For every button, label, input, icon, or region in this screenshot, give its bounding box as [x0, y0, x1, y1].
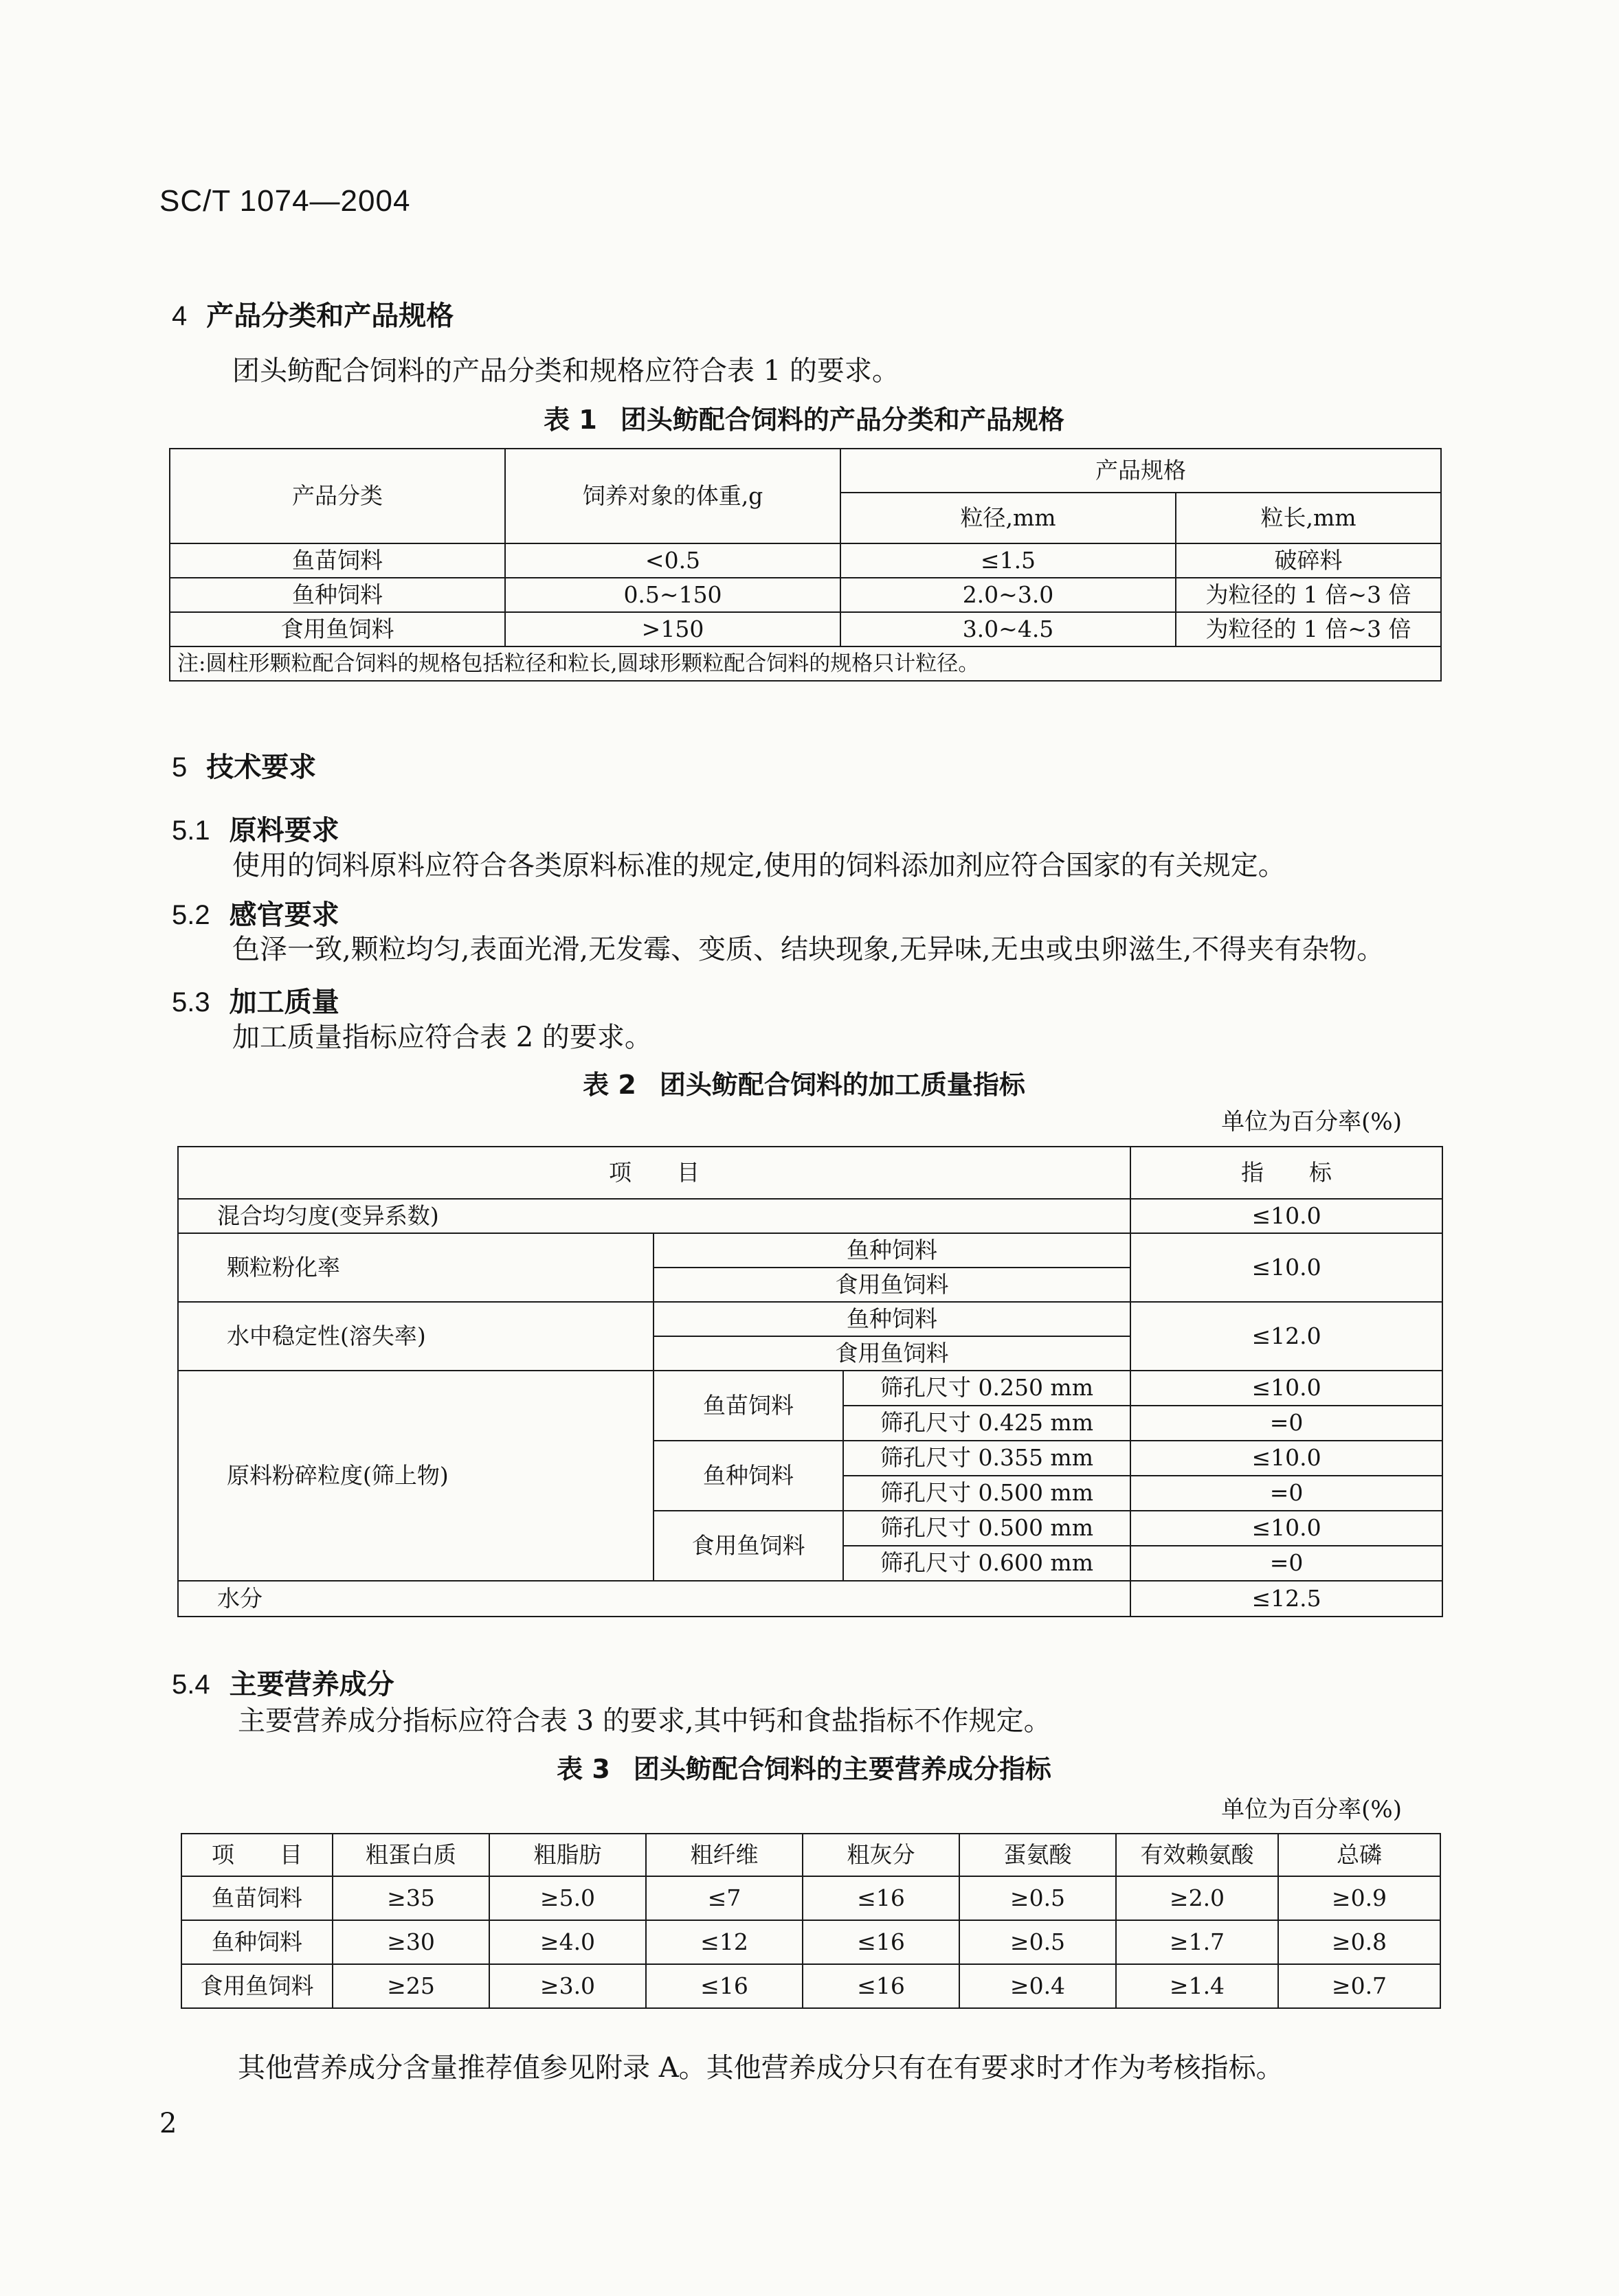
cell-length: 为粒径的 1 倍~3 倍 [1176, 578, 1441, 612]
section-5-2-heading [172, 893, 339, 932]
table-2 [177, 1146, 1443, 1617]
closing-paragraph: 其他营养成分含量推荐值参见附录 A。其他营养成分只有在有要求时才作为考核指标。 [238, 2052, 1284, 2084]
cell: ≤7 [646, 1876, 803, 1920]
cell-group: 鱼苗饲料 [654, 1371, 843, 1441]
cell-group: 鱼种饲料 [654, 1441, 843, 1511]
table-header-row [181, 1834, 1440, 1876]
cell-length: 为粒径的 1 倍~3 倍 [1176, 612, 1441, 646]
table-1 [169, 448, 1442, 682]
table-row [170, 543, 1441, 578]
caption-title: 团头鲂配合饲料的加工质量指标 [659, 1070, 1025, 1100]
header-cell: 粗纤维 [646, 1834, 803, 1876]
table-row [178, 1302, 1442, 1336]
table-row [181, 1964, 1440, 2008]
section-5-1-heading [172, 809, 339, 848]
section-title: 主要营养成分 [229, 1669, 394, 1700]
section-5-2-paragraph: 色泽一致,颗粒均匀,表面光滑,无发霉、变质、结块现象,无异味,无虫或虫卵滋生,不得夹有杂物。 [232, 934, 1385, 965]
cell: 鱼苗饲料 [181, 1876, 333, 1920]
header-item: 项 目 [178, 1147, 1130, 1199]
section-number: 5.2 [172, 900, 210, 930]
section-5-3-heading [172, 980, 339, 1020]
cell: ≥0.4 [959, 1964, 1116, 2008]
section-number: 5 [172, 752, 188, 783]
caption-number: 表 2 [583, 1070, 636, 1100]
cell: ≤16 [803, 1876, 959, 1920]
section-5-1-paragraph: 使用的饲料原料应符合各类原料标准的规定,使用的饲料添加剂应符合国家的有关规定。 [232, 850, 1286, 881]
header-spec: 产品规格 [840, 449, 1441, 493]
cell-label: 颗粒粉化率 [178, 1233, 654, 1302]
cell-weight: 0.5~150 [505, 578, 840, 612]
cell-value: ≤10.0 [1130, 1371, 1442, 1406]
section-number: 5.1 [172, 815, 210, 846]
section-5-4-paragraph: 主要营养成分指标应符合表 3 的要求,其中钙和食盐指标不作规定。 [238, 1705, 1051, 1737]
cell: ≥4.0 [489, 1920, 646, 1964]
cell: ≥0.9 [1278, 1876, 1440, 1920]
section-number: 4 [172, 301, 188, 331]
section-number: 5.4 [172, 1669, 210, 1700]
cell-sub: 食用鱼饲料 [654, 1336, 1130, 1371]
cell-length: 破碎料 [1176, 543, 1441, 578]
cell-weight: <0.5 [505, 543, 840, 578]
header-cell: 项 目 [181, 1834, 333, 1876]
table-2-caption [165, 1063, 1443, 1101]
cell-sub: 食用鱼饲料 [654, 1268, 1130, 1302]
cell-sub: 鱼种饲料 [654, 1233, 1130, 1268]
header-cell: 有效赖氨酸 [1116, 1834, 1278, 1876]
cell: ≥1.7 [1116, 1920, 1278, 1964]
cell-label: 原料粉碎粒度(筛上物) [178, 1371, 654, 1581]
cell-sieve: 筛孔尺寸 0.355 mm [843, 1441, 1130, 1476]
cell: ≥35 [333, 1876, 489, 1920]
cell: ≥5.0 [489, 1876, 646, 1920]
table-row [178, 1581, 1442, 1617]
cell-sieve: 筛孔尺寸 0.500 mm [843, 1476, 1130, 1511]
cell-diameter: 3.0~4.5 [840, 612, 1176, 646]
cell: ≥25 [333, 1964, 489, 2008]
cell: ≤16 [646, 1964, 803, 2008]
table-3-caption [165, 1748, 1443, 1786]
cell-class: 鱼种饲料 [170, 578, 505, 612]
caption-number: 表 1 [544, 405, 597, 435]
section-title: 产品分类和产品规格 [206, 300, 454, 332]
cell: ≤16 [803, 1920, 959, 1964]
section-number: 5.3 [172, 987, 210, 1017]
cell: ≥2.0 [1116, 1876, 1278, 1920]
cell: ≥0.7 [1278, 1964, 1440, 2008]
table-3 [181, 1833, 1441, 2009]
cell: ≥0.8 [1278, 1920, 1440, 1964]
table-row [170, 612, 1441, 646]
cell-value: ≤10.0 [1130, 1511, 1442, 1546]
cell-value: ≤10.0 [1130, 1233, 1442, 1302]
cell-value: =0 [1130, 1546, 1442, 1581]
header-cell: 粗脂肪 [489, 1834, 646, 1876]
header-cell: 粗灰分 [803, 1834, 959, 1876]
table-row [170, 578, 1441, 612]
cell-value: ≤10.0 [1130, 1199, 1442, 1233]
cell-sieve: 筛孔尺寸 0.500 mm [843, 1511, 1130, 1546]
section-5-4-heading [172, 1663, 394, 1702]
header-length: 粒长,mm [1176, 493, 1441, 543]
cell: ≥3.0 [489, 1964, 646, 2008]
cell-diameter: ≤1.5 [840, 543, 1176, 578]
table-3-unit: 单位为百分率(%) [1221, 1796, 1402, 1823]
section-title: 技术要求 [206, 752, 317, 783]
table-row [181, 1920, 1440, 1964]
header-cell: 蛋氨酸 [959, 1834, 1116, 1876]
section-title: 原料要求 [229, 815, 339, 846]
caption-title: 团头鲂配合饲料的产品分类和产品规格 [620, 405, 1064, 435]
cell-value: =0 [1130, 1476, 1442, 1511]
header-product-class: 产品分类 [170, 449, 505, 543]
cell-class: 鱼苗饲料 [170, 543, 505, 578]
cell-weight: >150 [505, 612, 840, 646]
table-row [178, 1233, 1442, 1268]
header-diameter: 粒径,mm [840, 493, 1176, 543]
cell-label: 水中稳定性(溶失率) [178, 1302, 654, 1371]
section-5-3-paragraph: 加工质量指标应符合表 2 的要求。 [232, 1022, 652, 1053]
section-4-paragraph: 团头鲂配合饲料的产品分类和规格应符合表 1 的要求。 [232, 355, 900, 387]
table-1-note: 注:圆柱形颗粒配合饲料的规格包括粒径和粒长,圆球形颗粒配合饲料的规格只计粒径。 [170, 646, 1441, 681]
table-row [178, 1199, 1442, 1233]
section-4-heading [172, 294, 454, 333]
section-title: 加工质量 [229, 987, 339, 1018]
header-weight: 饲养对象的体重,g [505, 449, 840, 543]
header-index: 指 标 [1130, 1147, 1442, 1199]
header-cell: 粗蛋白质 [333, 1834, 489, 1876]
cell-group: 食用鱼饲料 [654, 1511, 843, 1581]
cell-value: ≤12.0 [1130, 1302, 1442, 1371]
cell-label: 水分 [178, 1581, 1130, 1617]
cell: ≥30 [333, 1920, 489, 1964]
table-row [178, 1371, 1442, 1406]
table-2-unit: 单位为百分率(%) [1221, 1108, 1402, 1136]
cell: ≥0.5 [959, 1920, 1116, 1964]
cell-diameter: 2.0~3.0 [840, 578, 1176, 612]
cell-class: 食用鱼饲料 [170, 612, 505, 646]
caption-title: 团头鲂配合饲料的主要营养成分指标 [633, 1754, 1051, 1784]
section-title: 感官要求 [229, 899, 339, 931]
cell-sieve: 筛孔尺寸 0.600 mm [843, 1546, 1130, 1581]
cell-label: 混合均匀度(变异系数) [178, 1199, 1130, 1233]
caption-number: 表 3 [557, 1754, 610, 1784]
page-number: 2 [159, 2108, 177, 2139]
section-5-heading [172, 745, 316, 785]
cell-value: =0 [1130, 1406, 1442, 1441]
cell: ≤16 [803, 1964, 959, 2008]
table-1-caption [165, 398, 1443, 436]
cell: 鱼种饲料 [181, 1920, 333, 1964]
cell-sieve: 筛孔尺寸 0.425 mm [843, 1406, 1130, 1441]
cell-sub: 鱼种饲料 [654, 1302, 1130, 1336]
cell-value: ≤10.0 [1130, 1441, 1442, 1476]
cell: ≥0.5 [959, 1876, 1116, 1920]
cell-sieve: 筛孔尺寸 0.250 mm [843, 1371, 1130, 1406]
header-cell: 总磷 [1278, 1834, 1440, 1876]
cell: 食用鱼饲料 [181, 1964, 333, 2008]
cell: ≥1.4 [1116, 1964, 1278, 2008]
standard-code: SC/T 1074—2004 [159, 184, 411, 218]
table-row [181, 1876, 1440, 1920]
cell: ≤12 [646, 1920, 803, 1964]
cell-value: ≤12.5 [1130, 1581, 1442, 1617]
